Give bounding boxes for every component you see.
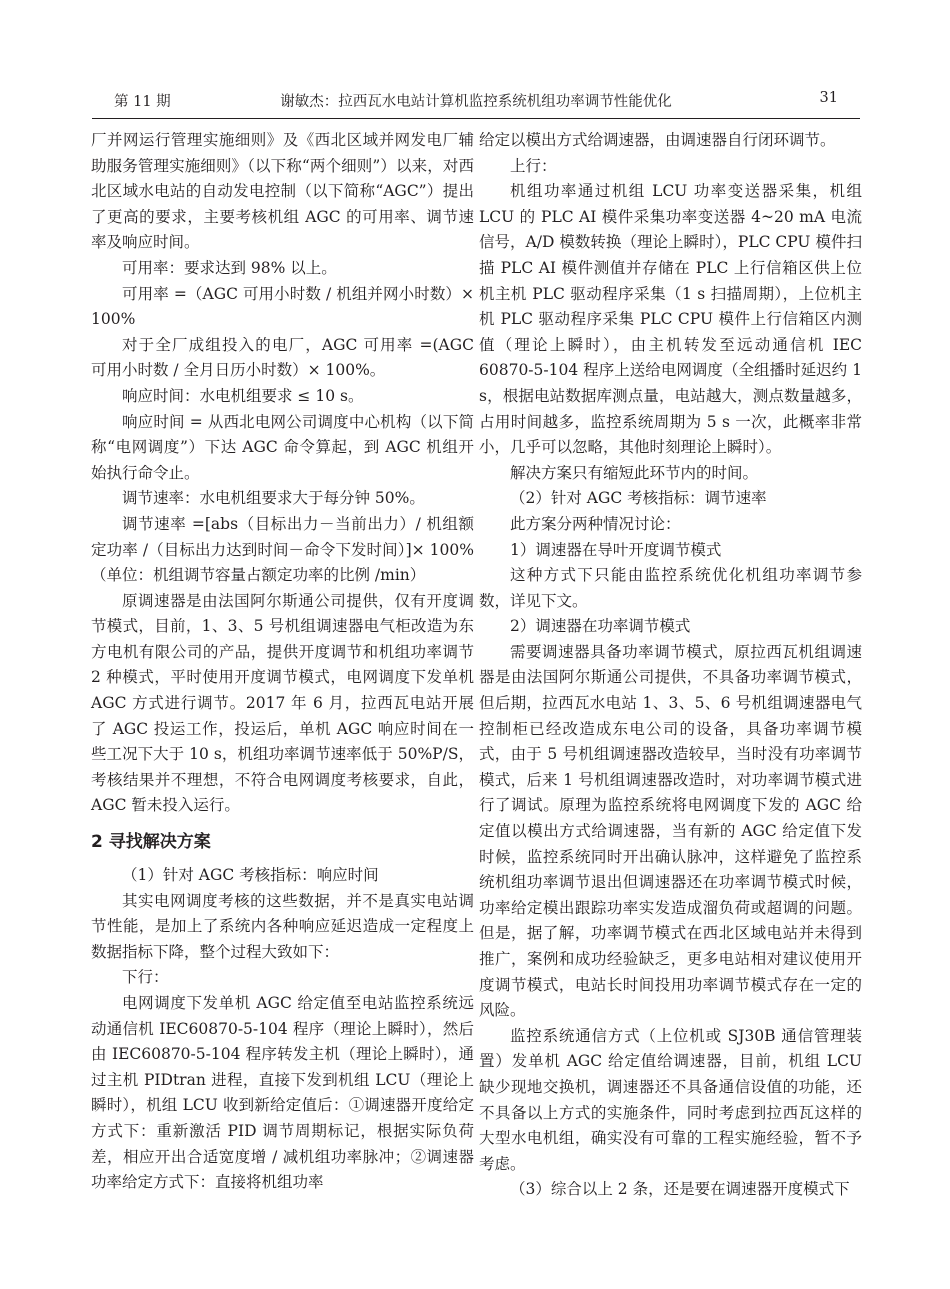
paragraph: 原调速器是由法国阿尔斯通公司提供，仅有开度调节模式，目前，1、3、5 号机组调速器电气柜改造为东方电机有限公司的产品，提供开度调节和机组功率调节 2 种模式，平时使用开度调节模式，电网调度下发单机 AGC 方式进行调节。2017 年 6 月，拉西瓦电站开展了 AGC 投运工作，投运后，单机 AGC 响应时间在一些工况下大于 10 s，机组功率调节速率低于 50%P/S，考核结果并不理想，不符合电网调度考核要求，自此，AGC 暂未投入运行。 (91, 591, 474, 815)
issue-number: 第 11 期 (114, 94, 171, 110)
paragraph: 其实电网调度考核的这些数据，并不是真实电站调节性能，是加上了系统内各种响应延迟造成一定程度上数据指标下降，整个过程大致如下： (91, 891, 474, 961)
paragraph: 响应时间：水电机组要求 ≤ 10 s。 (122, 386, 364, 405)
subheading: 1）调速器在导叶开度调节模式 (510, 540, 722, 559)
paragraph: 机组功率通过机组 LCU 功率变送器采集，机组 LCU 的 PLC AI 模件采集功率变送器 4~20 mA 电流信号，A/D 模数转换（理论上瞬时），PLC CPU 模件扫描 PLC AI 模件测值并存储在 PLC 上行信箱区供上位机主机 PLC 驱动程序采集（1 s 扫描周期），上位机主机 PLC 驱动程序采集 PLC CPU 模件上行信箱区内测值（理论上瞬时），由主机转发至远动通信机 IEC 60870-5-104 程序上送给电网调度（全组播时延迟约 1 s，根据电站数据库测点量，电站越大，测点数量越多，占用时间越多，监控系统周期为 5 s 一次，此概率非常小，几乎可以忽略，其他时刻理论上瞬时）。 (479, 182, 862, 457)
paragraph: 对于全厂成组投入的电厂，AGC 可用率 =(AGC 可用小时数 / 全月日历小时数）× 100%。 (91, 335, 474, 380)
section-heading: 2 寻找解决方案 (91, 832, 211, 853)
right-column (479, 128, 862, 1203)
paragraph: 响应时间 = 从西北电网公司调度中心机构（以下简称“电网调度”）下达 AGC 命令算起，到 AGC 机组开始执行命令止。 (91, 412, 474, 482)
paragraph: （3）综合以上 2 条，还是要在调速器开度模式下 (510, 1180, 850, 1199)
paragraph: 解决方案只有缩短此环节内的时间。 (510, 463, 759, 482)
paragraph: 可用率：要求达到 98% 以上。 (122, 258, 337, 277)
paragraph: 监控系统通信方式（上位机或 SJ30B 通信管理装置）发单机 AGC 给定值给调速器，目前，机组 LCU 缺少现地交换机，调速器还不具备通信设值的功能，还不具备以上方式的实施条件，同时考虑到拉西瓦这样的大型水电机组，确实没有可靠的工程实施经验，暂不予考虑。 (479, 1026, 862, 1173)
left-column (91, 128, 474, 1196)
paragraph: 电网调度下发单机 AGC 给定值至电站监控系统远动通信机 IEC60870-5-104 程序（理论上瞬时），然后由 IEC60870-5-104 程序转发主机（理论上瞬时），通过主机 PIDtran 进程，直接下发到机组 LCU（理论上瞬时），机组 LCU 收到新给定值后：①调速器开度给定方式下：重新激活 PID 调节周期标记，根据实际负荷差，相应开出合适宽度增 / 减机组功率脉冲；②调速器功率给定方式下：直接将机组功率 (91, 994, 474, 1192)
subheading: 2）调速器在功率调节模式 (510, 617, 691, 636)
paragraph: 给定以模出方式给调速器，由调速器自行闭环调节。 (479, 131, 836, 149)
paragraph: 上行： (510, 156, 557, 175)
paragraph: 需要调速器具备功率调节模式，原拉西瓦机组调速器是由法国阿尔斯通公司提供，不具备功率调节模式，但后期，拉西瓦水电站 1、3、5、6 号机组调速器电气控制柜已经改造成东电公司的设备，具备功率调节模式，由于 5 号机组调速器改造较早，当时没有功率调节模式，后来 1 号机组调速器改造时，对功率调节模式进行了调试。原理为监控系统将电网调度下发的 AGC 给定值以模出方式给调速器，当有新的 AGC 给定值下发时候，监控系统同时开出确认脉冲，这样避免了监控系统机组功率调节退出但调速器还在功率调节模式时候，功率给定模出跟踪功率实发造成溜负荷或超调的问题。但是，据了解，功率调节模式在西北区域电站并未得到推广，案例和成功经验缺乏，更多电站相对建议使用开度调节模式，电站长时间投用功率调节模式存在一定的风险。 (479, 642, 862, 1020)
paragraph: 厂并网运行管理实施细则》及《西北区域并网发电厂辅助服务管理实施细则》（以下称“两个细则”）以来，对西北区域水电站的自动发电控制（以下简称“AGC”）提出了更高的要求，主要考核机组 AGC 的可用率、调节速率及响应时间。 (91, 131, 474, 252)
subheading: （2）针对 AGC 考核指标：调节速率 (510, 489, 767, 508)
article-title: 谢敏杰：拉西瓦水电站计算机监控系统机组功率调节性能优化 (280, 94, 672, 110)
paragraph: 此方案分两种情况讨论： (510, 514, 681, 533)
running-header (92, 88, 860, 119)
subheading: （1）针对 AGC 考核指标：响应时间 (122, 866, 379, 885)
formula-availability: 可用率 =（AGC 可用小时数 / 机组并网小时数）× 100% (91, 284, 474, 329)
paragraph: 下行： (122, 968, 169, 987)
formula-regulation-rate: 调节速率 =[abs（目标出力－当前出力）/ 机组额定功率 /（目标出力达到时间－命令下发时间）]× 100%（单位：机组调节容量占额定功率的比例 /min） (91, 514, 474, 585)
paragraph: 调节速率：水电机组要求大于每分钟 50%。 (122, 489, 425, 508)
page-number: 31 (819, 90, 838, 106)
paragraph: 这种方式下只能由监控系统优化机组功率调节参数，详见下文。 (479, 566, 862, 610)
